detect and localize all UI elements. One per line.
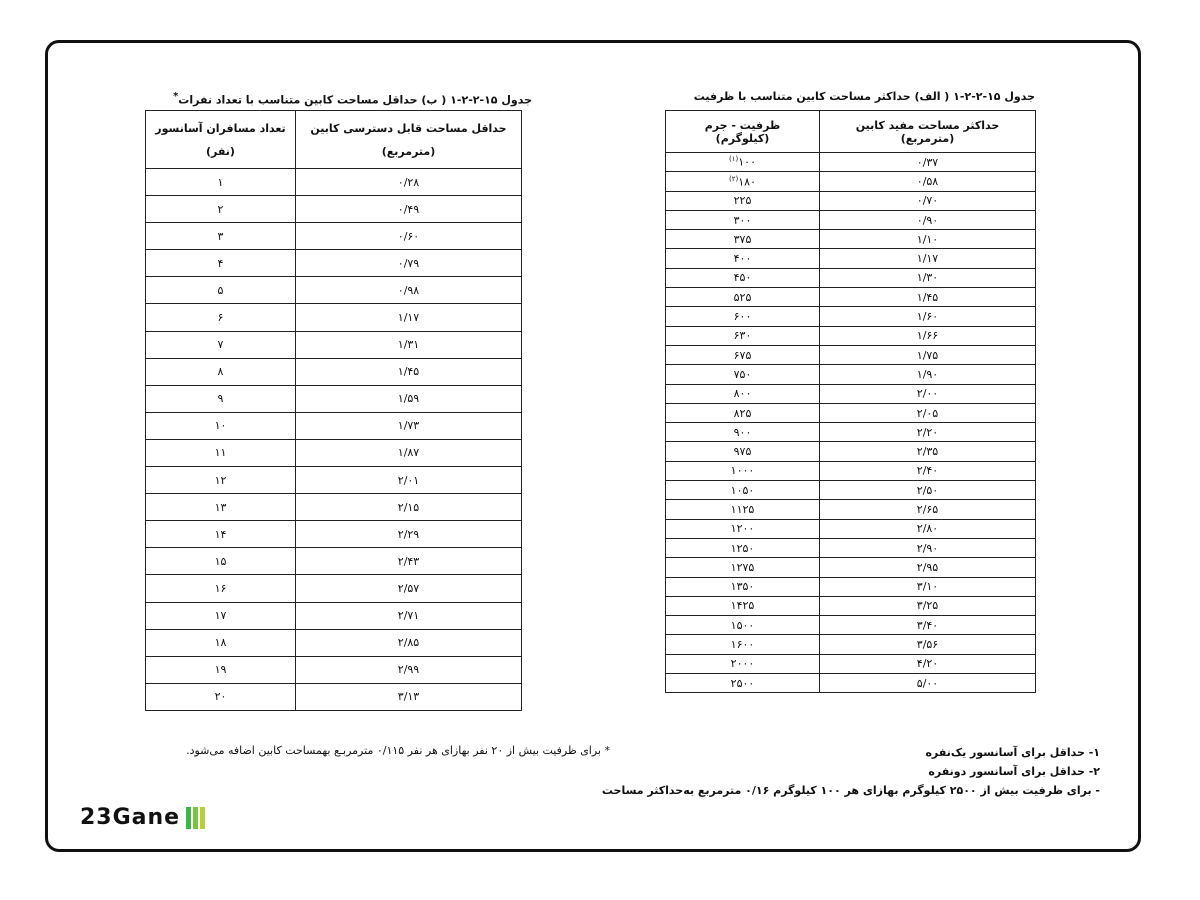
table-b-area-cell: ۲/۸۵ [296,629,522,656]
table-b-passengers-cell: ۹ [146,385,296,412]
table-b-area-cell: ۱/۴۵ [296,358,522,385]
table-row [666,326,1036,345]
table-b-area-cell: ۱/۳۱ [296,331,522,358]
table-b-area-cell: ۲/۷۱ [296,602,522,629]
table-row [666,519,1036,538]
table-row [146,250,522,277]
table-a-body [666,153,1036,693]
table-row [146,602,522,629]
table-a-capacity-cell: ۹۰۰ [666,423,820,442]
table-row [666,172,1036,191]
table-row [666,153,1036,172]
table-row [666,268,1036,287]
footnote-mark: (۲) [729,174,739,183]
table-a-note-3: - برای ظرفیت بیش از ۲۵۰۰ کیلوگرم بهازای هر ۱۰۰ کیلوگرم ۰/۱۶ مترمربع به‌حداکثر مساحت [601,784,1100,797]
table-b-area-cell: ۱/۸۷ [296,439,522,466]
table-row [146,575,522,602]
table-b-area-cell: ۳/۱۳ [296,683,522,710]
table-a-capacity-cell: ۳۷۵ [666,230,820,249]
table-a-capacity-cell: ۲۲۵ [666,191,820,210]
table-a-header-area: حداکثر مساحت مفید کابین (مترمربع) [820,111,1036,153]
table-a-capacity-cell: ۱۵۰۰ [666,616,820,635]
table-a-area-cell: ۱/۴۵ [820,288,1036,307]
table-a-capacity-cell: ۶۰۰ [666,307,820,326]
table-b-passengers-cell: ۶ [146,304,296,331]
table-b-passengers-cell: ۱۰ [146,412,296,439]
table-a-area-cell: ۳/۲۵ [820,596,1036,615]
table-b-passengers-cell: ۱ [146,169,296,196]
table-a-area-cell: ۲/۰۵ [820,403,1036,422]
table-a-capacity-cell: ۱۶۰۰ [666,635,820,654]
table-a-capacity-cell: ۱۱۲۵ [666,500,820,519]
table-row [666,674,1036,693]
table-b-header-area: حداقل مساحت قابل دسترسی کابین (مترمربع) [296,111,522,169]
table-a-capacity-cell: ۷۵۰ [666,365,820,384]
table-b-area-cell: ۲/۱۵ [296,494,522,521]
table-b-passengers-cell: ۲ [146,196,296,223]
table-row [146,385,522,412]
table-row [666,442,1036,461]
logo [80,805,205,830]
table-row [146,412,522,439]
table-row [146,656,522,683]
table-row [666,365,1036,384]
table-row [666,558,1036,577]
table-row [146,223,522,250]
table-b-caption: جدول ۱۵-۲-۲-۱ ( ب) حداقل مساحت کابین متناسب با تعداد نفرات* [173,91,532,107]
table-b-passengers-cell: ۱۷ [146,602,296,629]
table-b-area-cell: ۰/۹۸ [296,277,522,304]
table-a-note-2: ۲- حداقل برای آسانسور دونفره [928,765,1100,778]
table-a-note-1: ۱- حداقل برای آسانسور یک‌نفره [925,746,1100,759]
table-b-area-cell: ۲/۲۹ [296,521,522,548]
table-row [146,304,522,331]
table-a-area-cell: ۳/۴۰ [820,616,1036,635]
table-row [666,191,1036,210]
table-a-capacity-cell: ۱۰۰۰ [666,461,820,480]
table-row [146,467,522,494]
table-a-capacity-cell: ۱۴۲۵ [666,596,820,615]
table-a-area-cell: ۰/۹۰ [820,210,1036,229]
table-a-caption: جدول ۱۵-۲-۲-۱ ( الف) حداکثر مساحت کابین متناسب با ظرفیت [693,90,1035,103]
footnote-mark: (۱) [729,155,739,164]
table-row [666,461,1036,480]
table-row [666,423,1036,442]
table-a-area-cell: ۱/۱۷ [820,249,1036,268]
table-row [146,358,522,385]
table-a-area-cell: ۱/۶۶ [820,326,1036,345]
table-a-area-cell: ۱/۳۰ [820,268,1036,287]
table-b [145,110,522,711]
table-b-area-cell: ۰/۷۹ [296,250,522,277]
table-a-capacity-cell: ۴۰۰ [666,249,820,268]
table-b-area-cell: ۰/۲۸ [296,169,522,196]
table-a-area-cell: ۳/۵۶ [820,635,1036,654]
table-row [666,481,1036,500]
table-a-area-cell: ۲/۹۵ [820,558,1036,577]
table-row [666,384,1036,403]
table-row [666,230,1036,249]
table-row [666,577,1036,596]
table-row [146,548,522,575]
table-a [665,110,1036,693]
table-row [666,307,1036,326]
table-a-capacity-cell: ۲۵۰۰ [666,674,820,693]
table-a-area-cell: ۲/۹۰ [820,538,1036,557]
table-row [666,596,1036,615]
table-a-capacity-cell: ۱۸۰$^{(۲)}$ [666,172,820,191]
table-a-area-cell: ۰/۷۰ [820,191,1036,210]
table-a-area-cell: ۵/۰۰ [820,674,1036,693]
table-b-passengers-cell: ۱۹ [146,656,296,683]
table-row [666,249,1036,268]
table-b-passengers-cell: ۳ [146,223,296,250]
table-b-passengers-cell: ۱۳ [146,494,296,521]
table-b-area-cell: ۱/۷۳ [296,412,522,439]
table-a-area-cell: ۲/۴۰ [820,461,1036,480]
table-a-area-cell: ۱/۱۰ [820,230,1036,249]
table-a-capacity-cell: ۹۷۵ [666,442,820,461]
table-row [146,439,522,466]
table-b-area-cell: ۰/۶۰ [296,223,522,250]
table-a-capacity-cell: ۲۰۰۰ [666,654,820,673]
table-row [666,635,1036,654]
table-b-area-cell: ۰/۴۹ [296,196,522,223]
table-row [146,331,522,358]
table-a-capacity-cell: ۱۰۵۰ [666,481,820,500]
table-row [666,500,1036,519]
table-b-passengers-cell: ۸ [146,358,296,385]
table-a-capacity-cell: ۵۲۵ [666,288,820,307]
table-b-area-cell: ۱/۱۷ [296,304,522,331]
table-a-capacity-cell: ۱۳۵۰ [666,577,820,596]
table-row [146,683,522,710]
table-row [146,169,522,196]
table-row [666,288,1036,307]
table-a-area-cell: ۲/۵۰ [820,481,1036,500]
table-a-area-cell: ۲/۳۵ [820,442,1036,461]
table-b-body [146,169,522,711]
table-a-area-cell: ۱/۶۰ [820,307,1036,326]
table-a-capacity-cell: ۳۰۰ [666,210,820,229]
table-b-passengers-cell: ۱۸ [146,629,296,656]
table-a-area-cell: ۱/۹۰ [820,365,1036,384]
table-row [666,403,1036,422]
table-a-capacity-cell: ۱۲۷۵ [666,558,820,577]
table-a-capacity-cell: ۱۰۰$^{(۱)}$ [666,153,820,172]
table-a-area-cell: ۲/۲۰ [820,423,1036,442]
table-row [146,521,522,548]
table-row [146,196,522,223]
table-b-passengers-cell: ۱۶ [146,575,296,602]
table-a-capacity-cell: ۸۲۵ [666,403,820,422]
table-b-passengers-cell: ۱۴ [146,521,296,548]
table-b-area-cell: ۱/۵۹ [296,385,522,412]
table-a-area-cell: ۲/۰۰ [820,384,1036,403]
table-b-passengers-cell: ۲۰ [146,683,296,710]
table-row [666,538,1036,557]
table-row [666,616,1036,635]
table-row [146,629,522,656]
table-a-area-cell: ۳/۱۰ [820,577,1036,596]
table-a-capacity-cell: ۴۵۰ [666,268,820,287]
table-b-header-passengers: تعداد مسافران آسانسور (نفر) [146,111,296,169]
table-b-passengers-cell: ۱۵ [146,548,296,575]
table-a-area-cell: ۱/۷۵ [820,345,1036,364]
table-b-area-cell: ۲/۴۳ [296,548,522,575]
table-a-capacity-cell: ۸۰۰ [666,384,820,403]
table-a-area-cell: ۰/۳۷ [820,153,1036,172]
table-b-area-cell: ۲/۰۱ [296,467,522,494]
table-row [666,345,1036,364]
table-b-passengers-cell: ۷ [146,331,296,358]
table-a-area-cell: ۴/۲۰ [820,654,1036,673]
table-b-passengers-cell: ۱۲ [146,467,296,494]
table-a-capacity-cell: ۱۲۰۰ [666,519,820,538]
table-b-area-cell: ۲/۹۹ [296,656,522,683]
table-row [666,210,1036,229]
logo-bars-icon [184,807,205,829]
table-a-capacity-cell: ۱۲۵۰ [666,538,820,557]
table-a-area-cell: ۲/۶۵ [820,500,1036,519]
logo-text: 23Gane [80,805,181,830]
table-b-passengers-cell: ۱۱ [146,439,296,466]
table-a-capacity-cell: ۶۳۰ [666,326,820,345]
table-row [146,494,522,521]
table-a-area-cell: ۰/۵۸ [820,172,1036,191]
table-a-capacity-cell: ۶۷۵ [666,345,820,364]
table-b-passengers-cell: ۵ [146,277,296,304]
table-b-passengers-cell: ۴ [146,250,296,277]
table-a-header-capacity: ظرفیت - جرم (کیلوگرم) [666,111,820,153]
table-row [666,654,1036,673]
table-b-area-cell: ۲/۵۷ [296,575,522,602]
table-row [146,277,522,304]
table-a-area-cell: ۲/۸۰ [820,519,1036,538]
table-b-note: * برای ظرفیت بیش از ۲۰ نفر بهازای هر نفر ۰/۱۱۵ مترمربـع بهمساحت کابین اضافه می‌شود. [186,744,610,757]
